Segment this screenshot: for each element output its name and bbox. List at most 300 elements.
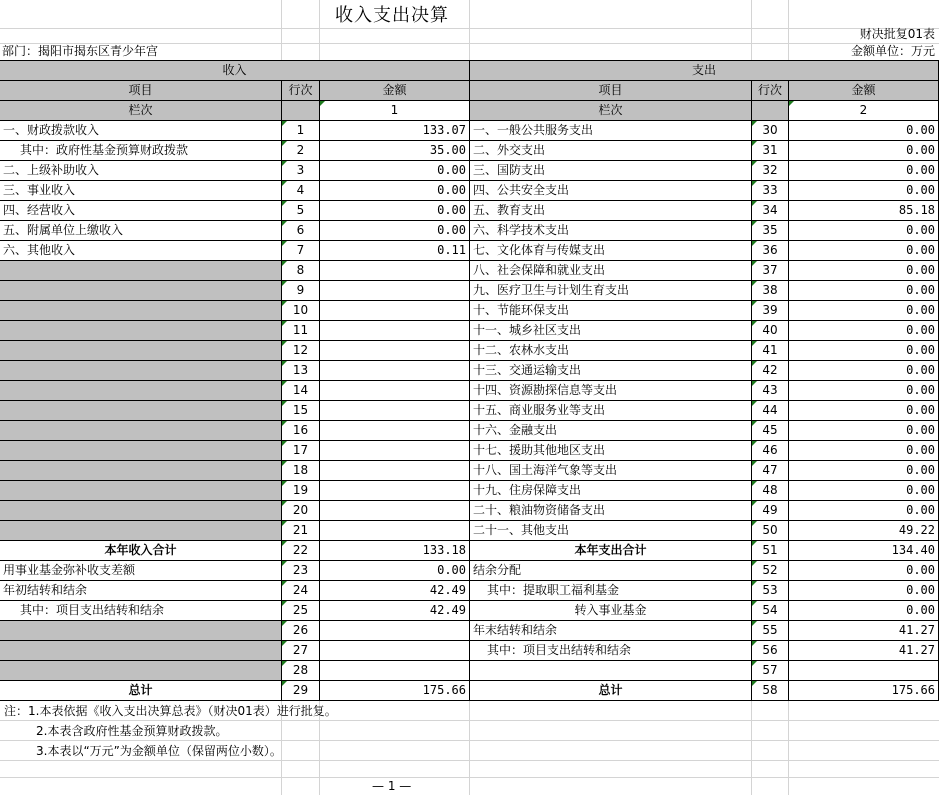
cell-marker [282, 201, 287, 206]
expense-item-cell-text: 六、科学技术支出 [473, 223, 570, 237]
table-row [0, 681, 939, 701]
grid-line [0, 28, 939, 29]
income-amount-cell [320, 561, 470, 581]
income-rowno-cell [282, 461, 320, 481]
cell-marker [282, 261, 287, 266]
expense-item-cell [470, 201, 752, 221]
income-amount-cell [320, 581, 470, 601]
income-rowno-cell [282, 301, 320, 321]
expense-amount-header: 金额 [789, 81, 939, 101]
expense-rowno-cell [752, 461, 789, 481]
expense-rowno-cell [752, 561, 789, 581]
table-row [0, 601, 939, 621]
income-amount-cell-text: 42.49 [429, 603, 466, 617]
expense-item-cell-text: 八、社会保障和就业支出 [473, 263, 606, 277]
expense-item-cell [470, 541, 752, 561]
expense-amount-cell-text: 0.00 [906, 223, 935, 237]
income-item-cell [0, 461, 282, 481]
table-row [0, 621, 939, 641]
expense-rowno-cell-text: 40 [762, 323, 778, 337]
cell-marker [752, 561, 757, 566]
income-rowno-cell [282, 261, 320, 281]
cell-marker [282, 501, 287, 506]
expense-rowno-cell [752, 241, 789, 261]
income-rowno-cell [282, 501, 320, 521]
cell-marker [282, 141, 287, 146]
expense-item-cell-text: 十一、城乡社区支出 [473, 323, 582, 337]
income-rowno-cell-text: 13 [292, 363, 309, 377]
table-row [0, 521, 939, 541]
income-amount-cell [320, 481, 470, 501]
table-row [0, 201, 939, 221]
income-amount-cell [320, 121, 470, 141]
income-amount-cell [320, 661, 470, 681]
expense-item-cell-text: 年末结转和结余 [473, 623, 558, 637]
expense-item-cell [470, 421, 752, 441]
expense-item-cell-text: 十三、交通运输支出 [473, 363, 582, 377]
expense-amount-cell-text: 85.18 [898, 203, 935, 217]
expense-rowno-cell-text: 38 [762, 283, 778, 297]
expense-item-cell-text: 一、一般公共服务支出 [473, 123, 594, 137]
income-amount-header: 金额 [320, 81, 470, 101]
table-row [0, 321, 939, 341]
income-item-cell-text: 二、上级补助收入 [3, 163, 100, 177]
income-rowno-cell-text: 23 [292, 563, 309, 577]
cell-marker [282, 341, 287, 346]
expense-rowno-cell [752, 281, 789, 301]
cell-marker [282, 281, 287, 286]
expense-item-cell-text: 二、外交支出 [473, 143, 546, 157]
expense-rowno-cell [752, 301, 789, 321]
expense-rowno-cell [752, 581, 789, 601]
expense-amount-cell [789, 521, 939, 541]
expense-item-cell [470, 401, 752, 421]
expense-item-cell [470, 501, 752, 521]
income-rowno-cell-text: 9 [296, 283, 305, 297]
expense-amount-cell [789, 501, 939, 521]
income-item-cell [0, 161, 282, 181]
cell-marker [282, 361, 287, 366]
income-amount-cell [320, 641, 470, 661]
expense-item-cell-text: 总计 [598, 683, 623, 697]
income-item-cell [0, 201, 282, 221]
table-header-row [0, 61, 939, 81]
income-rowno-cell [282, 361, 320, 381]
expense-amount-cell-text: 0.00 [906, 183, 935, 197]
income-item-cell [0, 321, 282, 341]
expense-rowno-cell [752, 341, 789, 361]
expense-amount-cell [789, 121, 939, 141]
table-row [0, 161, 939, 181]
income-rowno-cell [282, 401, 320, 421]
income-item-cell [0, 481, 282, 501]
income-amount-cell-text: 175.66 [422, 683, 466, 697]
cell-marker [282, 421, 287, 426]
income-rowno-cell [282, 321, 320, 341]
income-rowno-cell-text: 6 [296, 223, 305, 237]
expense-amount-cell-text: 0.00 [906, 343, 935, 357]
expense-amount-cell-text: 0.00 [906, 423, 935, 437]
income-rowno-cell-text: 17 [292, 443, 309, 457]
income-amount-cell-text: 42.49 [429, 583, 466, 597]
income-rowno-cell-text: 20 [292, 503, 309, 517]
expense-rowno-cell [752, 481, 789, 501]
income-rowno-cell [282, 561, 320, 581]
income-rowno-cell-text: 25 [292, 603, 309, 617]
table-row [0, 221, 939, 241]
expense-column-no-text: 2 [859, 103, 868, 117]
expense-rowno-cell-text: 56 [762, 643, 778, 657]
income-item-cell [0, 501, 282, 521]
expense-item-cell-text: 九、医疗卫生与计划生育支出 [473, 283, 630, 297]
income-amount-cell [320, 261, 470, 281]
income-amount-cell [320, 501, 470, 521]
expense-rowno-cell [752, 421, 789, 441]
expense-item-cell-text: 结余分配 [473, 563, 522, 577]
table-row [0, 441, 939, 461]
income-item-cell-text: 一、财政拨款收入 [3, 123, 100, 137]
income-item-cell [0, 261, 282, 281]
income-amount-cell [320, 521, 470, 541]
table-row [0, 361, 939, 381]
income-rowno-cell-text: 26 [292, 623, 309, 637]
income-amount-cell [320, 381, 470, 401]
expense-amount-cell-text: 0.00 [906, 303, 935, 317]
income-rowno-cell [282, 241, 320, 261]
income-rowno-cell [282, 281, 320, 301]
expense-rowno-cell-text: 58 [762, 683, 778, 697]
expense-amount-cell-text: 0.00 [906, 283, 935, 297]
expense-item-cell-text: 十、节能环保支出 [473, 303, 570, 317]
expense-rowno-cell [752, 261, 789, 281]
expense-item-cell [470, 441, 752, 461]
expense-item-cell-text: 十六、金融支出 [473, 423, 558, 437]
expense-rowno-cell-text: 47 [762, 463, 778, 477]
expense-rowno-cell-text: 51 [762, 543, 778, 557]
expense-rowno-cell-text: 35 [762, 223, 778, 237]
income-rowno-cell-text: 8 [296, 263, 305, 277]
expense-amount-cell-text: 0.00 [906, 123, 935, 137]
expense-rowno-cell [752, 141, 789, 161]
income-rowno-cell-text: 19 [292, 483, 309, 497]
expense-item-cell [470, 281, 752, 301]
expense-rowno-cell-text: 30 [762, 123, 778, 137]
expense-item-cell-text: 七、文化体育与传媒支出 [473, 243, 606, 257]
note-2: 2.本表含政府性基金预算财政拨款。 [36, 724, 228, 738]
income-rowno-cell-text: 18 [292, 463, 309, 477]
expense-rowno-cell [752, 321, 789, 341]
page-number: — 1 — [372, 779, 412, 793]
cell-marker [752, 601, 757, 606]
expense-item-cell [470, 361, 752, 381]
expense-amount-cell [789, 341, 939, 361]
cell-marker [752, 121, 757, 126]
expense-rowno-cell [752, 401, 789, 421]
page-title: 收入支出决算 [335, 5, 449, 26]
table-row [0, 181, 939, 201]
income-item-cell [0, 381, 282, 401]
expense-rowno-cell [752, 641, 789, 661]
income-item-cell [0, 581, 282, 601]
expense-rowno-cell-text: 48 [762, 483, 778, 497]
expense-item-header: 项目 [470, 81, 752, 101]
expense-amount-cell-text: 0.00 [906, 163, 935, 177]
income-rowno-cell [282, 621, 320, 641]
cell-marker [752, 181, 757, 186]
expense-amount-cell-text: 0.00 [906, 243, 935, 257]
income-rowno-cell-text: 29 [292, 683, 309, 697]
expense-rowno-cell-text: 54 [762, 603, 778, 617]
expense-rowno-cell [752, 501, 789, 521]
income-item-cell [0, 341, 282, 361]
expense-rowno-cell-text: 45 [762, 423, 778, 437]
income-item-cell [0, 441, 282, 461]
table-row [0, 561, 939, 581]
expense-rowno-cell [752, 601, 789, 621]
income-item-cell [0, 681, 282, 701]
expense-amount-cell [789, 601, 939, 621]
expense-amount-cell [789, 441, 939, 461]
income-rowno-cell [282, 161, 320, 181]
expense-amount-cell-text: 0.00 [906, 263, 935, 277]
expense-rowno-cell-text: 57 [762, 663, 778, 677]
income-amount-cell [320, 361, 470, 381]
expense-amount-cell [789, 581, 939, 601]
cell-marker [752, 681, 757, 686]
income-rowno-cell-text: 12 [292, 343, 309, 357]
expense-rowno-cell-text: 36 [762, 243, 778, 257]
income-rowno-cell-text: 10 [292, 303, 309, 317]
table-row [0, 141, 939, 161]
income-rowno-cell-text: 15 [292, 403, 309, 417]
income-item-cell [0, 241, 282, 261]
expense-amount-cell [789, 261, 939, 281]
income-rowno-cell [282, 521, 320, 541]
table-row [0, 581, 939, 601]
income-item-cell [0, 421, 282, 441]
cell-marker [752, 481, 757, 486]
cell-marker [282, 301, 287, 306]
expense-item-cell [470, 681, 752, 701]
income-rowno-cell [282, 681, 320, 701]
table-row [0, 541, 939, 561]
income-amount-cell-text: 0.00 [437, 183, 466, 197]
expense-amount-cell-text: 0.00 [906, 403, 935, 417]
cell-marker [752, 261, 757, 266]
income-rowno-cell-text: 5 [296, 203, 305, 217]
cell-marker [282, 681, 287, 686]
cell-marker [282, 541, 287, 546]
table-row [0, 421, 939, 441]
income-column-no [320, 101, 470, 121]
table-row [0, 401, 939, 421]
grid-line [0, 777, 939, 778]
expense-item-cell [470, 161, 752, 181]
table-row [0, 241, 939, 261]
expense-amount-cell [789, 561, 939, 581]
cell-marker [752, 301, 757, 306]
expense-item-cell-text: 三、国防支出 [473, 163, 546, 177]
income-rowno-cell-text: 11 [292, 323, 309, 337]
expense-rowno-cell-text: 53 [762, 583, 778, 597]
expense-amount-cell [789, 301, 939, 321]
expense-rowno-cell-text: 39 [762, 303, 778, 317]
expense-rowno-cell [752, 121, 789, 141]
table-row [0, 341, 939, 361]
cell-marker [282, 641, 287, 646]
income-item-header: 项目 [0, 81, 282, 101]
note-3: 3.本表以“万元”为金额单位（保留两位小数）。 [36, 744, 282, 758]
income-amount-cell-text: 35.00 [429, 143, 466, 157]
table-row [0, 261, 939, 281]
income-rowno-cell [282, 201, 320, 221]
table-row [0, 301, 939, 321]
income-rowno-cell-text: 16 [292, 423, 309, 437]
income-amount-cell [320, 141, 470, 161]
expense-item-cell [470, 301, 752, 321]
income-item-cell [0, 601, 282, 621]
income-amount-cell-text: 0.00 [437, 563, 466, 577]
cell-marker [752, 621, 757, 626]
cell-marker [752, 441, 757, 446]
income-rowno-cell [282, 661, 320, 681]
income-amount-cell-text: 0.11 [437, 243, 466, 257]
income-amount-cell [320, 181, 470, 201]
expense-item-cell [470, 621, 752, 641]
income-rowno-cell [282, 421, 320, 441]
expense-amount-cell [789, 641, 939, 661]
expense-section-header: 支出 [470, 61, 939, 81]
income-amount-cell [320, 461, 470, 481]
income-item-cell [0, 661, 282, 681]
cell-marker [282, 601, 287, 606]
income-rowno-cell-text: 7 [296, 243, 305, 257]
table-header-row [0, 101, 939, 121]
expense-rowno-cell [752, 361, 789, 381]
expense-item-cell [470, 381, 752, 401]
income-rowno-cell [282, 481, 320, 501]
expense-item-cell-text: 十七、援助其他地区支出 [473, 443, 606, 457]
expense-amount-cell-text: 134.40 [891, 543, 935, 557]
cell-marker [752, 321, 757, 326]
cell-marker [752, 661, 757, 666]
table-row [0, 661, 939, 681]
expense-amount-cell-text: 0.00 [906, 503, 935, 517]
expense-amount-cell-text: 0.00 [906, 603, 935, 617]
cell-marker [752, 421, 757, 426]
income-rowno-cell [282, 581, 320, 601]
cell-marker [282, 621, 287, 626]
income-item-cell-text: 其中：政府性基金预算财政拨款 [20, 143, 189, 157]
unit-label: 金额单位：万元 [850, 44, 935, 58]
expense-amount-cell [789, 321, 939, 341]
expense-amount-cell-text: 49.22 [898, 523, 935, 537]
expense-amount-cell [789, 141, 939, 161]
expense-item-cell-text: 二十、粮油物资储备支出 [473, 503, 606, 517]
cell-marker [282, 161, 287, 166]
expense-rowno-cell-text: 55 [762, 623, 778, 637]
expense-item-cell-text: 其中：项目支出结转和结余 [487, 643, 632, 657]
expense-item-cell [470, 261, 752, 281]
income-amount-cell [320, 241, 470, 261]
income-rowno-header: 行次 [282, 81, 320, 101]
expense-amount-cell [789, 421, 939, 441]
expense-column-no [789, 101, 939, 121]
cell-marker [752, 141, 757, 146]
cell-marker [752, 641, 757, 646]
income-item-cell [0, 141, 282, 161]
expense-item-cell-text: 十八、国土海洋气象等支出 [473, 463, 618, 477]
cell-marker [789, 101, 794, 106]
expense-item-cell-text: 二十一、其他支出 [473, 523, 570, 537]
cell-marker [752, 461, 757, 466]
expense-amount-cell-text: 0.00 [906, 483, 935, 497]
expense-rowno-cell-text: 52 [762, 563, 778, 577]
income-item-cell [0, 181, 282, 201]
income-item-cell-text: 四、经营收入 [3, 203, 76, 217]
income-amount-cell [320, 201, 470, 221]
cell-marker [320, 101, 325, 106]
income-amount-cell-text: 133.18 [422, 543, 466, 557]
income-amount-cell-text: 133.07 [422, 123, 466, 137]
income-amount-cell [320, 441, 470, 461]
table-row [0, 461, 939, 481]
expense-item-cell-text: 十二、农林水支出 [473, 343, 570, 357]
table-row [0, 501, 939, 521]
expense-amount-cell-text: 0.00 [906, 383, 935, 397]
expense-amount-cell-text: 175.66 [891, 683, 935, 697]
income-amount-cell-text: 0.00 [437, 163, 466, 177]
expense-rowno-header: 行次 [752, 81, 789, 101]
cell-marker [282, 581, 287, 586]
expense-rowno-cell-text: 33 [762, 183, 778, 197]
income-amount-cell [320, 421, 470, 441]
note-1: 注：1.本表依据《收入支出决算总表》（财决01表）进行批复。 [4, 704, 337, 718]
income-rowno-cell [282, 121, 320, 141]
expense-amount-cell-text: 41.27 [898, 623, 935, 637]
cell-marker [752, 521, 757, 526]
expense-rowno-cell [752, 221, 789, 241]
expense-item-cell [470, 561, 752, 581]
income-item-cell-text: 其中：项目支出结转和结余 [20, 603, 165, 617]
income-item-cell [0, 561, 282, 581]
expense-rowno-cell-text: 34 [762, 203, 778, 217]
income-item-cell [0, 621, 282, 641]
income-rowno-cell [282, 381, 320, 401]
expense-amount-cell [789, 661, 939, 681]
cell-marker [282, 381, 287, 386]
income-amount-cell [320, 281, 470, 301]
expense-amount-cell [789, 401, 939, 421]
expense-amount-cell [789, 221, 939, 241]
expense-item-cell [470, 581, 752, 601]
expense-item-cell-text: 十九、住房保障支出 [473, 483, 582, 497]
income-item-cell-text: 用事业基金弥补收支差额 [3, 563, 136, 577]
income-amount-cell [320, 161, 470, 181]
cell-marker [752, 581, 757, 586]
expense-rowno-cell [752, 661, 789, 681]
expense-rowno-cell-text: 50 [762, 523, 778, 537]
cell-marker [282, 221, 287, 226]
expense-amount-cell [789, 621, 939, 641]
income-item-cell-text: 总计 [128, 683, 153, 697]
form-code: 财决批复01表 [859, 27, 935, 41]
expense-rowno-cell [752, 161, 789, 181]
table-row [0, 381, 939, 401]
expense-rowno-cell [752, 181, 789, 201]
income-section-header: 收入 [0, 61, 470, 81]
expense-rowno-cell [752, 541, 789, 561]
